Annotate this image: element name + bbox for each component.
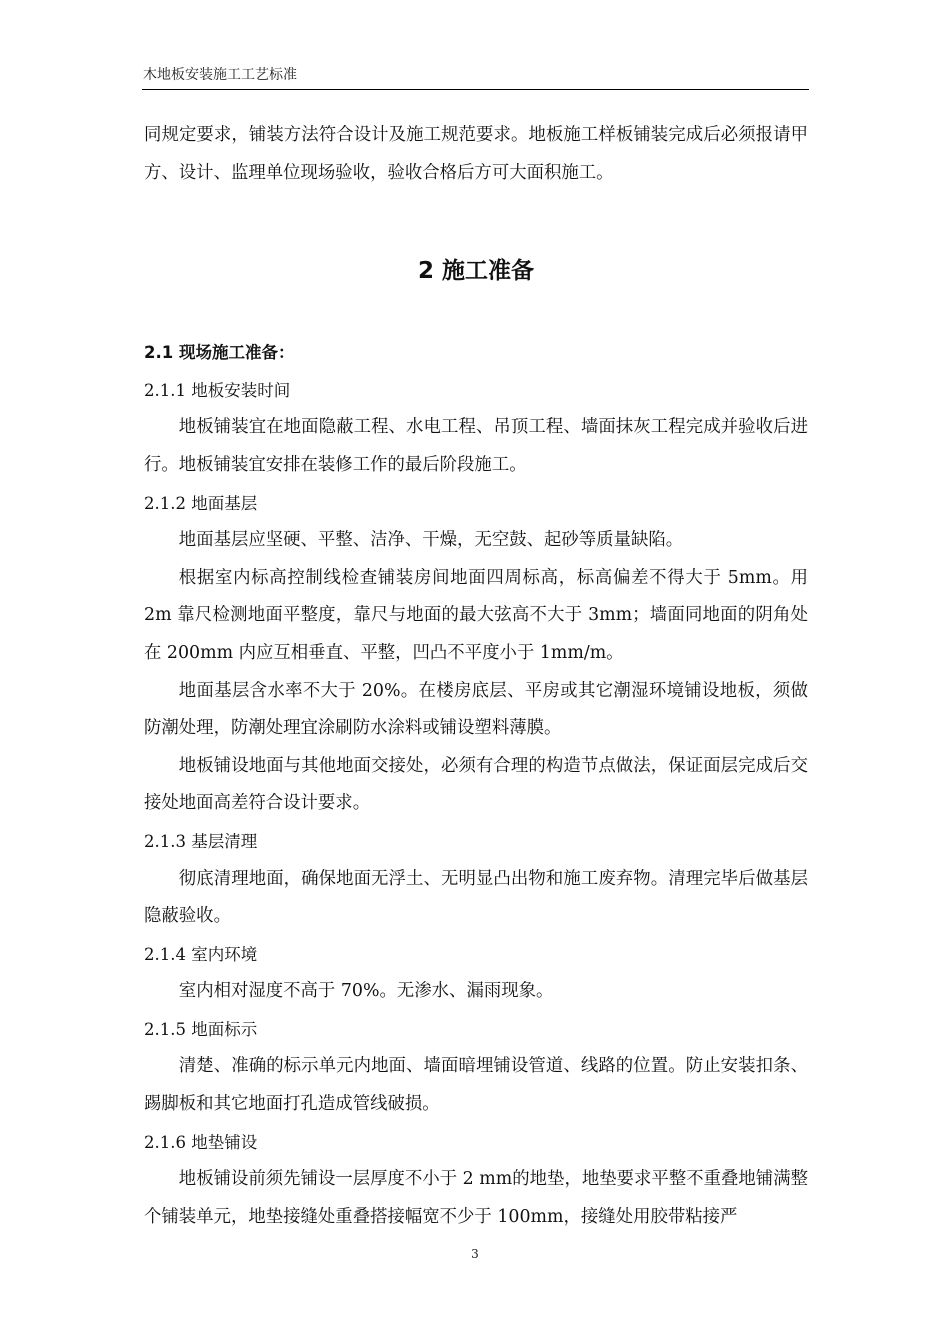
subsection-heading-2-1-2: 2.1.2 地面基层 — [144, 493, 258, 513]
intro-paragraph: 同规定要求，铺装方法符合设计及施工规范要求。地板施工样板铺装完成后必须报请甲方、设计、监理单位现场验收，验收合格后方可大面积施工。 — [144, 125, 808, 183]
subsection-heading-2-1-1: 2.1.1 地板安装时间 — [144, 380, 291, 400]
paragraph-2-1-2-b: 根据室内标高控制线检查铺装房间地面四周标高，标高偏差不得大于 5mm。用 2m 靠尺检测地面平整度，靠尺与地面的最大弦高不大于 3mm；墙面同地面的阴角处在 200mm 内应互相垂直、平整，凹凸不平度小于 1mm/m。 — [144, 567, 808, 663]
paragraph-2-1-5-a: 清楚、准确的标示单元内地面、墙面暗埋铺设管道、线路的位置。防止安装扣条、踢脚板和其它地面打孔造成管线破损。 — [144, 1056, 808, 1115]
chapter-title: 2 施工准备 — [417, 258, 534, 285]
section-heading-2-1: 2.1 现场施工准备： — [144, 343, 295, 363]
subsection-heading-2-1-5: 2.1.5 地面标示 — [144, 1019, 258, 1039]
paragraph-2-1-1-a: 地板铺装宜在地面隐蔽工程、水电工程、吊顶工程、墙面抹灰工程完成并验收后进行。地板铺装宜安排在装修工作的最后阶段施工。 — [144, 417, 808, 475]
subsection-heading-2-1-6: 2.1.6 地垫铺设 — [144, 1132, 258, 1152]
paragraph-2-1-3-a: 彻底清理地面，确保地面无浮土、无明显凸出物和施工废弃物。清理完毕后做基层隐蔽验收。 — [144, 868, 808, 927]
page-number: 3 — [471, 1247, 479, 1261]
paragraph-2-1-2-c: 地面基层含水率不大于 20%。在楼房底层、平房或其它潮湿环境铺设地板，须做防潮处理，防潮处理宜涂刷防水涂料或铺设塑料薄膜。 — [144, 680, 808, 739]
running-header: 木地板安装施工工艺标准 — [143, 67, 297, 83]
paragraph-2-1-6-a: 地板铺设前须先铺设一层厚度不小于 2 mm的地垫，地垫要求平整不重叠地铺满整个铺装单元，地垫接缝处重叠搭接幅宽不少于 100mm，接缝处用胶带粘接严 — [144, 1169, 808, 1227]
subsection-heading-2-1-4: 2.1.4 室内环境 — [144, 944, 258, 964]
paragraph-2-1-4-a: 室内相对湿度不高于 70%。无渗水、漏雨现象。 — [178, 981, 554, 1002]
paragraph-2-1-2-a: 地面基层应坚硬、平整、洁净、干燥，无空鼓、起砂等质量缺陷。 — [178, 530, 684, 551]
paragraph-2-1-2-d: 地板铺设地面与其他地面交接处，必须有合理的构造节点做法，保证面层完成后交接处地面高差符合设计要求。 — [144, 755, 808, 814]
header-divider — [142, 89, 809, 90]
subsection-heading-2-1-3: 2.1.3 基层清理 — [144, 831, 258, 851]
page-body — [144, 117, 808, 1236]
